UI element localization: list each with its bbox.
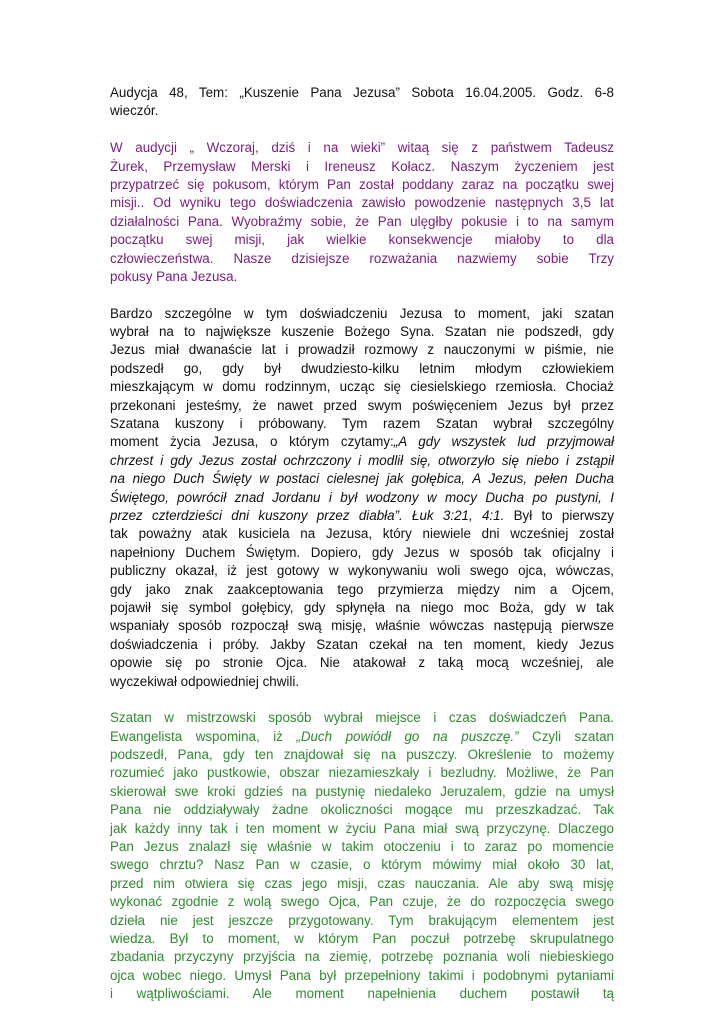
body2-line: Pana nie oddziaływały żadne okoliczności mogące mu przeszkadzać. Tak — [110, 802, 614, 818]
scripture-quote-line — [110, 489, 614, 507]
scripture-quote: chrzest i gdy Jezus został ochrzczony i modlił się, otworzyło się niebo i zstąpił — [110, 452, 614, 468]
heading-line: Audycja 48, Tem: „Kuszenie Pana Jezusa” Sobota 16.04.2005. Godz. 6-8 — [110, 85, 614, 100]
heading-paragraph — [110, 84, 614, 121]
body2-line: wiedza. Był to moment, w którym Pan poczuł potrzebę skrupulatnego — [110, 930, 614, 946]
body2-line: skierował swe kroki gdzieś na pustynię niedaleko Jeruzalem, gdzie na umysł — [110, 783, 614, 799]
intro-line: pokusy Pana Jezusa. — [110, 268, 238, 284]
body1-line: gdy jako znak zaakceptowania tego przymierza między nim a Ojcem, — [110, 581, 614, 597]
body2-line-mixed — [110, 728, 614, 746]
body1-text: Był to pierwszy — [504, 507, 614, 523]
body1-line: pojawił się symbol gołębicy, gdy spłynęła na niego moc Boża, gdy w tak — [110, 599, 614, 615]
body1-line-mixed — [110, 507, 614, 525]
body2-line: Szatan w mistrzowski sposób wybrał miejsce i czas doświadczeń Pana. — [110, 710, 614, 726]
body1-text: moment życia Jezusa, o którym czytamy: — [110, 434, 394, 450]
body1-line: wyczekiwał odpowiedniej chwili. — [110, 673, 300, 689]
body1-line: publiczny okazał, iż jest gotowy w wykonywaniu woli swego ojca, wówczas, — [110, 563, 614, 579]
body1-line: mieszkającym w domu rodzinnym, ucząc się ciesielskiego rzemiosła. Chociaż — [110, 379, 614, 395]
intro-line: przypatrzeć się pokusom, którym Pan został poddany zaraz na początku swej — [110, 176, 614, 192]
intro-line: misji.. Od wyniku tego doświadczenia zawisło powodzenie następnych 3,5 lat — [110, 195, 614, 211]
intro-line: W audycji „ Wczoraj, dziś i na wieki” witaą się z państwem Tadeusz — [110, 140, 614, 156]
body-paragraph-1 — [110, 305, 614, 691]
body2-line: rozumieć jako pustkowie, obszar niezamieszkały i bezludny. Możliwe, że Pan — [110, 765, 614, 781]
body1-line: napełniony Duchem Świętym. Dopiero, gdy Jezus w sposób tak oficjalny i — [110, 544, 614, 560]
body2-text: Czyli szatan — [518, 728, 614, 744]
body1-line: doświadczenia i próby. Jakby Szatan czekał na ten moment, kiedy Jezus — [110, 636, 614, 652]
body2-line: przed nim otwiera się czas jego misji, czas nauczania. Ale aby swą misję — [110, 875, 614, 891]
body2-line: Pan Jezus znalazł się właśnie w takim otoczeniu i to zaraz po momencie — [110, 839, 614, 855]
body1-line: podszedł go, gdy był dwudziesto-kilku letnim młodym człowiekiem — [110, 360, 614, 376]
body1-line: wybrał na to największe kuszenie Bożego Syna. Szatan nie podszedł, gdy — [110, 324, 614, 340]
body1-line: tak poważny atak kusiciela na Jezusa, który niewiele dni wcześniej został — [110, 526, 614, 542]
body1-line-mixed — [110, 433, 614, 451]
scripture-quote-line — [110, 470, 614, 488]
body2-line: ojca wobec niego. Umysł Pana był przepełniony takimi i podobnymi pytaniami — [110, 967, 614, 983]
body2-line: jak każdy inny tak i ten moment w życiu Pana miał swą przyczynę. Dlaczego — [110, 820, 614, 836]
intro-paragraph — [110, 139, 614, 286]
body2-line: wykonać zgodnie z wolą swego Ojca, Pan czuje, że do rozpoczęcia swego — [110, 894, 614, 910]
document-page — [110, 84, 614, 1022]
body2-text: Ewangelista wspomina, iż — [110, 728, 297, 744]
scripture-quote: „Duch powiódł go na puszczę.” — [296, 728, 519, 744]
body2-line: swego chrztu? Nasz Pan w czasie, o którym mówimy miał około 30 lat, — [110, 857, 614, 873]
body1-line: Jezus miał dwanaście lat i prowadził rozmowy z nauczonymi w piśmie, nie — [110, 342, 614, 358]
scripture-quote: „A gdy wszystek lud przyjmował — [393, 434, 615, 450]
scripture-quote-line — [110, 452, 614, 470]
intro-line: człowieczeństwa. Nasze dzisiejsze rozważania nazwiemy sobie Trzy — [110, 250, 614, 266]
body-paragraph-2 — [110, 709, 614, 1003]
body2-line: zbadania przyczyny przyjścia na ziemię, potrzebę poznania woli niebieskiego — [110, 949, 614, 965]
body1-line: Bardzo szczególne w tym doświadczeniu Jezusa to moment, jaki szatan — [110, 305, 614, 321]
intro-line: Żurek, Przemysław Merski i Ireneusz Kołacz. Naszym życzeniem jest — [110, 158, 614, 174]
heading-line: wieczór. — [110, 103, 159, 119]
body1-line: przekonani jesteśmy, że nawet przed swym poświęceniem Jezus był przez — [110, 397, 614, 413]
body1-line: opowie się po stronie Ojca. Nie atakował z taką mocą wcześniej, ale — [110, 655, 614, 671]
body2-line: i wątpliwościami. Ale moment napełnienia duchem postawił tą — [110, 986, 614, 1002]
body2-line: dzieła nie jest jeszcze przygotowany. Tym brakującym elementem jest — [110, 912, 614, 928]
scripture-quote: przez czterdzieści dni kuszony przez diabła”. Łuk 3:21, 4:1. — [110, 507, 505, 523]
scripture-quote: Świętego, powrócił znad Jordanu i był wodzony w mocy Ducha po pustyni, I — [110, 489, 614, 505]
body1-line: wspaniały sposób rozpoczął swą misję, właśnie wówczas następują pierwsze — [110, 618, 614, 634]
intro-line: działalności Pana. Wyobraźmy sobie, że Pan ulęgłby pokusie i to na samym — [110, 213, 614, 229]
body2-line: podszedł, Pana, gdy ten znajdował się na puszczy. Określenie to możemy — [110, 747, 614, 763]
scripture-quote: na niego Duch Święty w postaci cielesnej jak gołębica, A Jezus, pełen Ducha — [110, 471, 614, 487]
intro-line: początku swej misji, jak wielkie konsekwencje miałoby to dla — [110, 232, 614, 248]
body1-line: Szatana kuszony i próbowany. Tym razem Szatan wybrał szczególny — [110, 416, 614, 432]
